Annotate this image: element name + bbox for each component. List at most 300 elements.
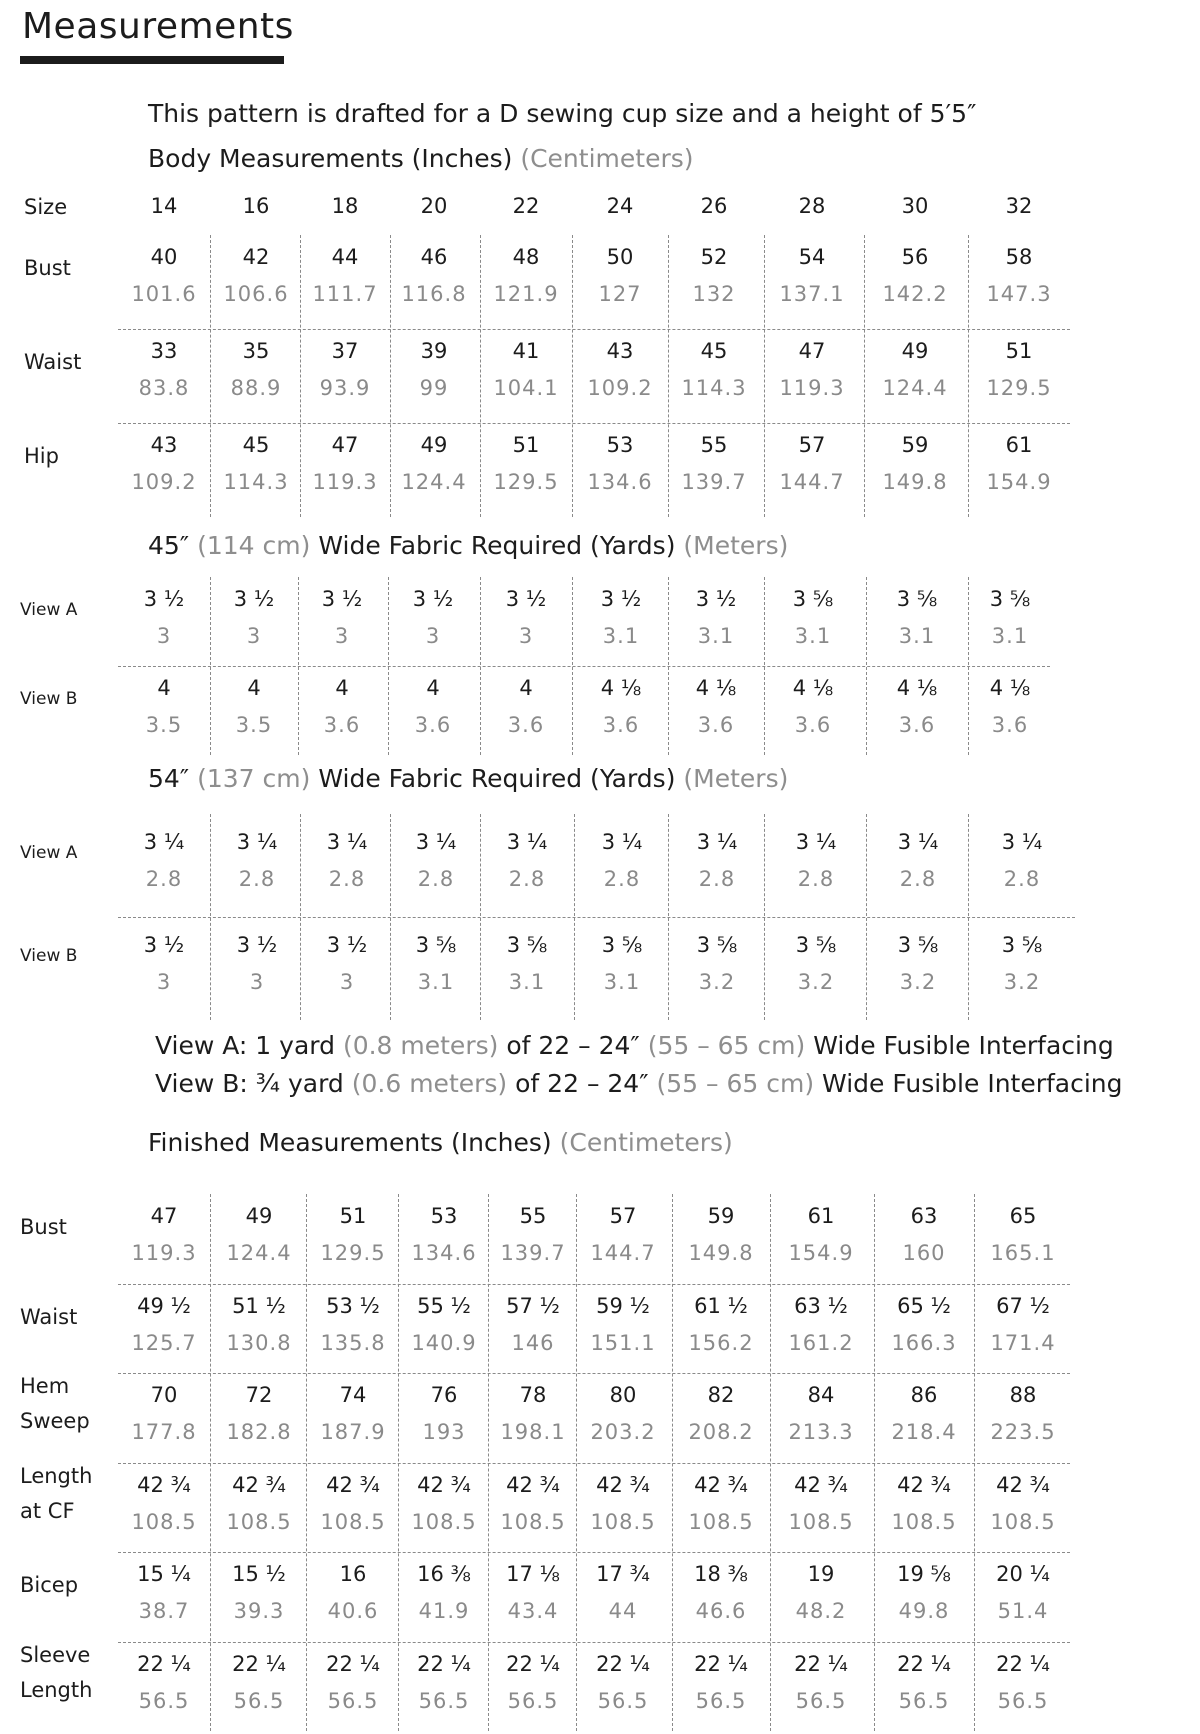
fabric54-cell [878, 927, 958, 1001]
body_section-cell [216, 239, 296, 313]
value-primary: 15 ¼ [137, 1562, 191, 1586]
finished_section-cell [404, 1467, 484, 1541]
body_section-cell [979, 333, 1059, 407]
value-metric: 3.6 [991, 713, 1029, 737]
value-metric: 109.2 [131, 470, 197, 494]
fabric45-heading [148, 531, 788, 560]
finished_section-cell [884, 1288, 964, 1362]
fabric54-width-in: 54″ [148, 764, 190, 793]
value-primary: 4 ⅛ [695, 676, 737, 700]
body_section-column-divider [864, 235, 865, 517]
size-column-header: 28 [798, 194, 826, 218]
finished_section-cell [313, 1198, 393, 1272]
finished_section-row-label: Bust [20, 1215, 67, 1239]
value-primary: 42 ¾ [694, 1472, 748, 1497]
finished_section-cell [124, 1467, 204, 1541]
value-metric: 121.9 [493, 282, 559, 306]
value-primary: 3 ½ [505, 587, 547, 611]
value-primary: 44 [331, 245, 359, 269]
value-primary: 35 [242, 339, 270, 363]
value-primary: 17 ¾ [596, 1562, 650, 1586]
value-metric: 203.2 [590, 1420, 656, 1444]
body_section-cell [486, 239, 566, 313]
value-primary: 51 ½ [232, 1293, 286, 1318]
value-primary: 86 [910, 1383, 938, 1407]
fabric45-cell [676, 670, 756, 744]
size-label: Size [24, 195, 68, 219]
body_section-cell [772, 239, 852, 313]
value-primary: 56 [901, 245, 929, 269]
value-metric: 129.5 [320, 1241, 386, 1265]
value-primary: 4 ⅛ [600, 676, 642, 700]
finished_section-cell [493, 1556, 573, 1630]
body_section-cell [580, 427, 660, 501]
value-metric: 2.8 [417, 867, 455, 891]
intro-text: This pattern is drafted for a D sewing cup size and a height of 5′5″ [148, 99, 977, 128]
value-primary: 22 ¼ [596, 1651, 650, 1676]
value-metric: 132 [692, 282, 736, 306]
value-primary: 3 ½ [412, 587, 454, 611]
value-primary: 42 ¾ [326, 1472, 380, 1497]
value-metric: 3 [518, 624, 534, 648]
body_section-column-divider [390, 235, 391, 517]
interfacing-b-type: Wide Fusible Interfacing [822, 1069, 1123, 1098]
finished_section-cell [884, 1377, 964, 1451]
finished_section-cell [583, 1646, 663, 1720]
interfacing-a-width: of 22 – 24″ [506, 1031, 640, 1060]
finished_section-cell [583, 1288, 663, 1362]
value-primary: 47 [150, 1204, 178, 1228]
finished_section-cell [681, 1646, 761, 1720]
value-metric: 114.3 [681, 376, 747, 400]
finished_section-cell [404, 1377, 484, 1451]
value-primary: 4 ⅛ [792, 676, 834, 700]
value-primary: 4 [519, 676, 533, 700]
fabric54-heading-meters: (Meters) [683, 764, 789, 793]
fabric54-width-cm: (137 cm) [197, 764, 311, 793]
value-primary: 22 ¼ [417, 1651, 471, 1676]
finished_section-cell [681, 1377, 761, 1451]
value-metric: 149.8 [882, 470, 948, 494]
value-primary: 51 [1005, 339, 1033, 363]
value-metric: 154.9 [788, 1241, 854, 1265]
fabric45-cell [302, 670, 382, 744]
value-metric: 3.2 [899, 970, 937, 994]
value-primary: 3 ⅝ [897, 933, 939, 957]
finished_section-row-divider [118, 1284, 1070, 1285]
body_section-cell [486, 333, 566, 407]
body_section-cell [305, 333, 385, 407]
finished_section-cell [583, 1556, 663, 1630]
value-metric: 3 [156, 970, 172, 994]
finished_section-cell [313, 1556, 393, 1630]
value-primary: 51 [512, 433, 540, 457]
finished_section-cell [313, 1467, 393, 1541]
finished_section-cell [313, 1646, 393, 1720]
fabric54-cell [878, 824, 958, 898]
finished_section-cell [404, 1198, 484, 1272]
value-metric: 218.4 [891, 1420, 957, 1444]
size-column-header: 24 [606, 194, 634, 218]
body_section-cell [674, 427, 754, 501]
value-primary: 49 [901, 339, 929, 363]
value-metric: 135.8 [320, 1330, 386, 1355]
finished_section-cell [983, 1467, 1063, 1541]
value-primary: 3 ½ [321, 587, 363, 611]
finished_section-cell [219, 1377, 299, 1451]
finished_section-cell [219, 1556, 299, 1630]
finished_section-cell [404, 1646, 484, 1720]
finished-heading-inches: Finished Measurements (Inches) [148, 1128, 552, 1157]
finished_section-cell [313, 1288, 393, 1362]
value-metric: 104.1 [493, 376, 559, 400]
page-title: Measurements [22, 6, 294, 47]
fabric45-row-label: View B [20, 689, 78, 709]
value-metric: 108.5 [688, 1509, 754, 1534]
body_section-column-divider [968, 235, 969, 517]
value-metric: 56.5 [695, 1688, 747, 1713]
value-primary: 3 ¼ [795, 830, 837, 854]
value-primary: 4 [157, 676, 171, 700]
value-metric: 56.5 [327, 1688, 379, 1713]
value-metric: 83.8 [138, 376, 190, 400]
body_section-cell [979, 427, 1059, 501]
value-metric: 3.6 [697, 713, 735, 737]
value-metric: 2.8 [238, 867, 276, 891]
value-metric: 3 [246, 624, 262, 648]
value-metric: 56.5 [898, 1688, 950, 1713]
value-primary: 3 ½ [233, 587, 275, 611]
finished_section-cell [219, 1467, 299, 1541]
fabric45-cell [124, 581, 204, 655]
value-metric: 49.8 [898, 1599, 950, 1623]
fabric45-cell [581, 670, 661, 744]
value-metric: 124.4 [401, 470, 467, 494]
finished_section-cell [583, 1377, 663, 1451]
value-primary: 22 ¼ [137, 1651, 191, 1676]
value-metric: 154.9 [986, 470, 1052, 494]
interfacing-b-meters: (0.6 meters) [351, 1069, 508, 1098]
fabric45-cell [581, 581, 661, 655]
value-primary: 63 ½ [794, 1293, 848, 1318]
value-metric: 129.5 [493, 470, 559, 494]
fabric54-cell [582, 824, 662, 898]
finished_section-cell [124, 1198, 204, 1272]
value-primary: 74 [339, 1383, 367, 1407]
value-metric: 146 [511, 1330, 555, 1355]
fabric45-cell [773, 581, 853, 655]
value-primary: 67 ½ [996, 1293, 1050, 1318]
value-metric: 161.2 [788, 1330, 854, 1355]
value-metric: 142.2 [882, 282, 948, 306]
value-metric: 93.9 [319, 376, 371, 400]
value-metric: 56.5 [997, 1688, 1049, 1713]
body_section-cell [305, 239, 385, 313]
finished_section-cell [983, 1288, 1063, 1362]
value-primary: 3 ⅝ [792, 587, 834, 611]
interfacing-a-width-cm: (55 – 65 cm) [647, 1031, 806, 1060]
fabric45-cell [214, 581, 294, 655]
value-primary: 3 ¼ [415, 830, 457, 854]
value-primary: 65 [1009, 1204, 1037, 1228]
value-primary: 80 [609, 1383, 637, 1407]
fabric54-cell [217, 824, 297, 898]
fabric45-cell [486, 581, 566, 655]
body_section-cell [124, 239, 204, 313]
body_section-column-divider [210, 235, 211, 517]
value-metric: 116.8 [401, 282, 467, 306]
value-metric: 160 [902, 1241, 946, 1265]
fabric45-heading-yards: Wide Fabric Required (Yards) [318, 531, 676, 560]
value-metric: 127 [598, 282, 642, 306]
fabric54-heading [148, 764, 788, 793]
value-primary: 41 [512, 339, 540, 363]
value-primary: 22 ¼ [996, 1651, 1050, 1676]
finished_section-cell [493, 1288, 573, 1362]
value-primary: 3 ⅝ [989, 587, 1031, 611]
value-metric: 3.2 [698, 970, 736, 994]
value-metric: 56.5 [138, 1688, 190, 1713]
value-primary: 45 [700, 339, 728, 363]
value-primary: 54 [798, 245, 826, 269]
fabric45-heading-meters: (Meters) [683, 531, 789, 560]
value-metric: 41.9 [418, 1599, 470, 1623]
body_section-row-label: Hip [24, 444, 59, 468]
value-primary: 70 [150, 1383, 178, 1407]
body_section-cell [772, 427, 852, 501]
value-primary: 42 ¾ [137, 1472, 191, 1497]
value-metric: 140.9 [411, 1330, 477, 1355]
finished_section-cell [124, 1288, 204, 1362]
fabric45-cell [676, 581, 756, 655]
value-metric: 139.7 [500, 1241, 566, 1265]
value-primary: 3 ⅝ [696, 933, 738, 957]
value-metric: 108.5 [320, 1509, 386, 1534]
fabric45-cell [124, 670, 204, 744]
fabric54-row-label: View A [20, 843, 78, 863]
value-primary: 45 [242, 433, 270, 457]
finished_section-cell [583, 1467, 663, 1541]
value-metric: 124.4 [882, 376, 948, 400]
value-metric: 2.8 [899, 867, 937, 891]
finished_section-cell [124, 1556, 204, 1630]
value-metric: 44 [608, 1599, 638, 1623]
fabric45-cell [877, 670, 957, 744]
value-metric: 106.6 [223, 282, 289, 306]
value-metric: 2.8 [328, 867, 366, 891]
value-primary: 22 ¼ [694, 1651, 748, 1676]
fabric54-row-label: View B [20, 946, 78, 966]
value-metric: 156.2 [688, 1330, 754, 1355]
value-primary: 43 [606, 339, 634, 363]
finished_section-cell [781, 1467, 861, 1541]
finished_section-cell [884, 1646, 964, 1720]
value-primary: 3 ½ [695, 587, 737, 611]
finished_section-row-label: Waist [20, 1304, 78, 1329]
body_section-cell [486, 427, 566, 501]
value-metric: 137.1 [779, 282, 845, 306]
fabric54-cell [677, 824, 757, 898]
value-metric: 2.8 [603, 867, 641, 891]
fabric54-cell [396, 824, 476, 898]
finished_section-cell [884, 1198, 964, 1272]
fabric54-cell [307, 927, 387, 1001]
interfacing-a-type: Wide Fusible Interfacing [813, 1031, 1114, 1060]
finished_section-row-divider [118, 1642, 1070, 1643]
fabric54-cell [776, 927, 856, 1001]
value-metric: 3.1 [417, 970, 455, 994]
value-primary: 53 [430, 1204, 458, 1228]
fabric54-cell [396, 927, 476, 1001]
value-metric: 3.6 [323, 713, 361, 737]
value-primary: 59 [707, 1204, 735, 1228]
value-metric: 48.2 [795, 1599, 847, 1623]
body_section-row-label: Bust [24, 256, 71, 280]
finished_section-row-label: Sleeve Length [20, 1642, 93, 1702]
finished_section-cell [781, 1288, 861, 1362]
value-primary: 3 ¼ [326, 830, 368, 854]
fabric45-cell [486, 670, 566, 744]
value-primary: 42 ¾ [794, 1472, 848, 1497]
value-primary: 42 ¾ [506, 1472, 560, 1497]
value-metric: 119.3 [312, 470, 378, 494]
value-metric: 39.3 [233, 1599, 285, 1623]
body_section-cell [394, 333, 474, 407]
value-metric: 193 [422, 1420, 466, 1444]
body_section-cell [394, 427, 474, 501]
value-primary: 16 [339, 1562, 367, 1586]
size-column-header: 14 [150, 194, 178, 218]
fabric45-cell [970, 670, 1050, 744]
value-primary: 39 [420, 339, 448, 363]
value-metric: 43.4 [507, 1599, 559, 1623]
value-metric: 3.1 [697, 624, 735, 648]
value-primary: 58 [1005, 245, 1033, 269]
finished_section-cell [884, 1467, 964, 1541]
value-primary: 3 ¼ [897, 830, 939, 854]
body_section-row-label: Waist [24, 350, 82, 374]
value-primary: 22 ¼ [794, 1651, 848, 1676]
value-metric: 3.1 [794, 624, 832, 648]
size-column-header: 26 [700, 194, 728, 218]
value-metric: 3.6 [602, 713, 640, 737]
value-metric: 99 [419, 376, 449, 400]
finished_section-cell [219, 1198, 299, 1272]
value-metric: 3 [334, 624, 350, 648]
finished_section-cell [404, 1556, 484, 1630]
value-primary: 3 ⅝ [506, 933, 548, 957]
fabric54-cell [776, 824, 856, 898]
value-metric: 208.2 [688, 1420, 754, 1444]
body_section-cell [216, 427, 296, 501]
fabric45-cell [214, 670, 294, 744]
body_section-column-divider [668, 235, 669, 517]
finished_section-cell [219, 1646, 299, 1720]
value-primary: 37 [331, 339, 359, 363]
value-primary: 47 [798, 339, 826, 363]
finished_section-cell [313, 1377, 393, 1451]
value-primary: 4 [426, 676, 440, 700]
value-primary: 3 ¼ [506, 830, 548, 854]
value-primary: 33 [150, 339, 178, 363]
body_section-cell [875, 333, 955, 407]
finished_section-cell [681, 1288, 761, 1362]
interfacing-view-a [155, 1031, 1114, 1060]
value-metric: 187.9 [320, 1420, 386, 1444]
value-metric: 2.8 [508, 867, 546, 891]
value-primary: 42 [242, 245, 270, 269]
value-metric: 88.9 [230, 376, 282, 400]
value-metric: 119.3 [131, 1241, 197, 1265]
value-primary: 3 ⅝ [601, 933, 643, 957]
value-metric: 108.5 [788, 1509, 854, 1534]
value-primary: 78 [519, 1383, 547, 1407]
value-metric: 3 [425, 624, 441, 648]
body_section-row-divider [118, 329, 1070, 330]
value-metric: 108.5 [226, 1509, 292, 1534]
value-primary: 57 ½ [506, 1293, 560, 1318]
value-primary: 49 [245, 1204, 273, 1228]
value-primary: 4 ⅛ [989, 676, 1031, 700]
value-metric: 114.3 [223, 470, 289, 494]
value-primary: 3 ½ [600, 587, 642, 611]
value-primary: 55 [700, 433, 728, 457]
value-primary: 61 [1005, 433, 1033, 457]
value-primary: 3 ½ [143, 933, 185, 957]
value-metric: 3.1 [898, 624, 936, 648]
fabric45-cell [773, 670, 853, 744]
fabric45-cell [970, 581, 1050, 655]
value-primary: 42 ¾ [897, 1472, 951, 1497]
value-metric: 108.5 [411, 1509, 477, 1534]
value-metric: 56.5 [418, 1688, 470, 1713]
body_section-column-divider [480, 235, 481, 517]
value-metric: 56.5 [507, 1688, 559, 1713]
finished_section-cell [493, 1377, 573, 1451]
interfacing-b-width-cm: (55 – 65 cm) [656, 1069, 815, 1098]
value-primary: 47 [331, 433, 359, 457]
value-metric: 3.6 [507, 713, 545, 737]
value-primary: 19 ⅝ [897, 1562, 951, 1586]
value-metric: 111.7 [312, 282, 378, 306]
value-primary: 59 ½ [596, 1293, 650, 1318]
value-primary: 42 ¾ [232, 1472, 286, 1497]
value-primary: 16 ⅜ [417, 1562, 471, 1586]
finished_section-cell [781, 1377, 861, 1451]
finished_section-cell [404, 1288, 484, 1362]
value-primary: 17 ⅛ [506, 1562, 560, 1586]
value-metric: 223.5 [990, 1420, 1056, 1444]
body_section-cell [580, 239, 660, 313]
value-primary: 61 ½ [694, 1293, 748, 1318]
finished-measurements-heading [148, 1128, 733, 1157]
value-metric: 182.8 [226, 1420, 292, 1444]
body_section-column-divider [300, 235, 301, 517]
body_section-cell [305, 427, 385, 501]
finished_section-row-divider [118, 1463, 1070, 1464]
size-column-header: 20 [420, 194, 448, 218]
value-metric: 3.1 [603, 970, 641, 994]
size-column-header: 30 [901, 194, 929, 218]
value-metric: 46.6 [695, 1599, 747, 1623]
value-metric: 56.5 [233, 1688, 285, 1713]
fabric54-cell [982, 824, 1062, 898]
value-metric: 3.2 [797, 970, 835, 994]
value-metric: 177.8 [131, 1420, 197, 1444]
value-metric: 2.8 [797, 867, 835, 891]
value-primary: 50 [606, 245, 634, 269]
value-metric: 3.5 [145, 713, 183, 737]
